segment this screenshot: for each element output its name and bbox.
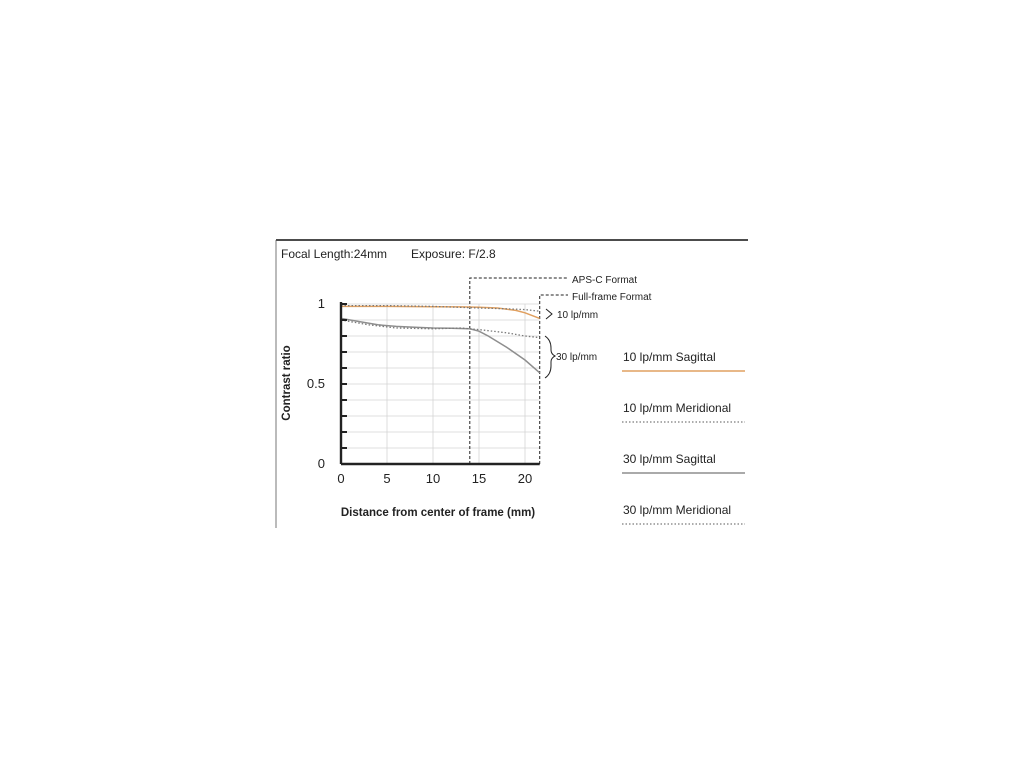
apsc-format-label: APS-C Format [572,275,638,286]
series-line-3 [341,318,540,372]
y-axis-title: Contrast ratio [281,345,293,421]
legend-label-2: 10 lp/mm Meridional [623,401,732,415]
x-tick-label: 20 [517,471,533,486]
apsc-format-marker [470,278,568,464]
legend-label-4: 30 lp/mm Meridional [623,503,732,517]
fullframe-format-label: Full-frame Format [572,292,652,303]
lp10-label: 10 lp/mm [557,310,599,321]
y-tick-label: 0.5 [306,376,325,391]
format-markers [470,278,568,464]
y-tick-label: 1 [317,296,325,311]
lp30-bracket [545,336,555,378]
legend-label-3: 30 lp/mm Sagittal [623,452,716,466]
x-tick-label: 5 [383,471,391,486]
series-lines [341,306,540,373]
axes [341,302,540,464]
x-tick-label: 10 [425,471,441,486]
legend [622,350,745,524]
series-line-1 [341,306,540,318]
focal-length-label: Focal Length:24mm [281,247,388,261]
lp30-label: 30 lp/mm [556,352,598,363]
y-tick-label: 0 [317,456,325,471]
x-tick-label: 0 [337,471,345,486]
exposure-label: Exposure: F/2.8 [411,247,496,261]
lp10-bracket [546,309,552,319]
x-tick-label: 15 [471,471,487,486]
x-axis-title: Distance from center of frame (mm) [340,507,536,519]
legend-label-1: 10 lp/mm Sagittal [623,350,716,364]
